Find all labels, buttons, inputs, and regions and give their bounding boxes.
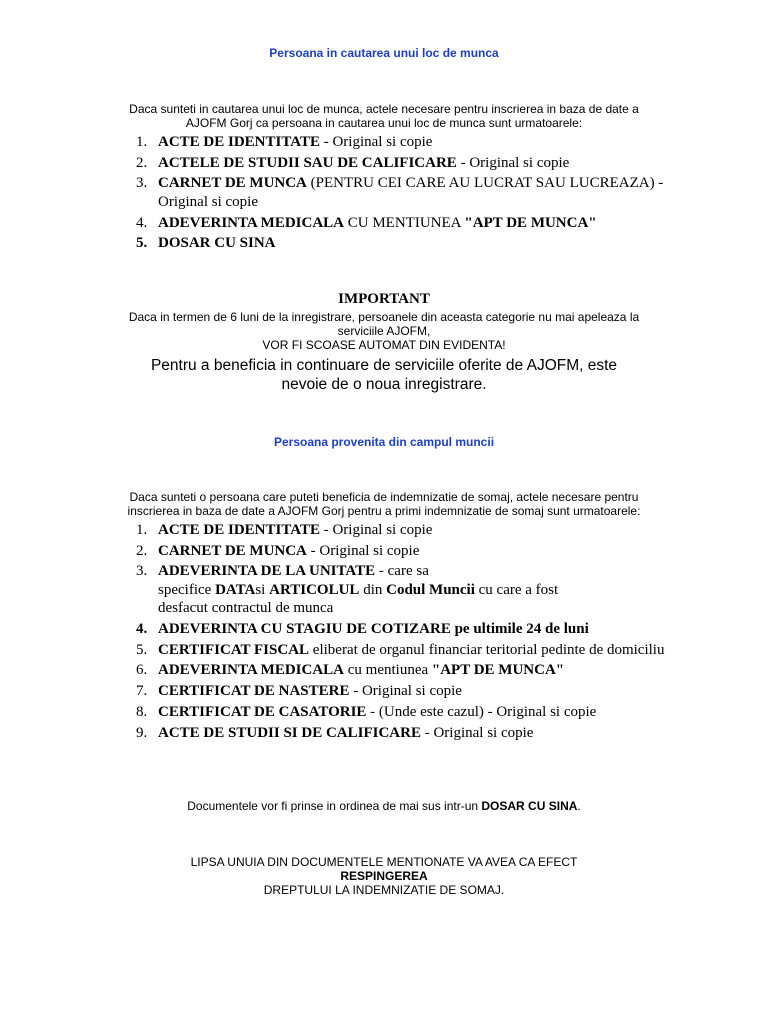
important-heading: IMPORTANT: [338, 291, 430, 307]
list-item: [110, 703, 670, 722]
important-line3: VOR FI SCOASE AUTOMAT DIN EVIDENTA!: [262, 338, 506, 352]
item-title: ACTE DE STUDII SI DE CALIFICARE: [158, 724, 421, 741]
item-detail: - Original si copie: [349, 683, 462, 700]
item-title: CARNET DE MUNCA: [158, 542, 307, 559]
item-title: CERTIFICAT DE NASTERE: [158, 683, 350, 700]
item-detail: - Original si copie: [306, 542, 420, 559]
list-item: [110, 661, 670, 680]
item-title: ADEVERINTA CU STAGIU DE COTIZARE: [158, 621, 451, 638]
item-number: 5.: [136, 235, 148, 252]
section2-intro-line1: Daca sunteti o persoana care puteti beneficia de indemnizatie de somaj, actele necesare pentru: [129, 490, 639, 504]
rejection-warning-line2: RESPINGEREA: [340, 869, 428, 883]
item-number: 4.: [136, 214, 148, 231]
section1-intro-line1: Daca sunteti in cautarea unui loc de munca, actele necesare pentru inscrierea in baza de date a: [129, 102, 639, 116]
rejection-warning-line1: LIPSA UNUIA DIN DOCUMENTELE MENTIONATE VA AVEA CA EFECT: [190, 855, 578, 869]
item-title: ACTE DE IDENTITATE: [158, 522, 320, 538]
reregistration-line1: Pentru a beneficia in continuare de serviciile oferite de AJOFM, este: [150, 357, 618, 374]
item-title-suffix: "APT DE MUNCA": [464, 214, 597, 231]
item-detail: - (Unde este cazul) - Original si copie: [366, 703, 597, 720]
item-number: 8.: [136, 703, 148, 720]
reregistration-line2: nevoie de o noua inregistrare.: [281, 376, 487, 393]
item-detail: - Original si copie: [420, 724, 534, 741]
item-detail-codul-muncii: Codul Muncii: [386, 581, 475, 598]
important-line2: serviciile AJOFM,: [337, 324, 431, 338]
item-detail: eliberat de organul financiar teritorial pedinte de domiciliu: [309, 641, 665, 658]
item-detail: CU MENTIUNEA: [344, 214, 465, 231]
section1-intro-line2: AJOFM Gorj ca persoana in cautarea unui loc de munca sunt urmatoarele:: [185, 116, 583, 130]
item-detail-cu-care: cu care a fost: [474, 581, 559, 598]
item-number: 7.: [136, 683, 148, 700]
item-title: DOSAR CU SINA: [158, 235, 276, 252]
list-item: [110, 724, 670, 743]
item-detail: - Original si copie: [319, 522, 433, 538]
item-title: CARNET DE MUNCA: [158, 175, 307, 192]
item-detail: - Original si copie: [319, 134, 433, 150]
section2-intro-line2: inscrierea in baza de date a AJOFM Gorj pentru a primi indemnizatie de somaj sunt urmatoarele:: [127, 504, 641, 518]
item-detail-si: si: [255, 581, 270, 598]
item-detail-desfacut: desfacut contractul de munca: [158, 600, 334, 617]
section1-intro: [0, 102, 768, 130]
item-number: 6.: [136, 662, 148, 679]
section2-intro: [0, 490, 768, 518]
item-number: 4.: [136, 621, 148, 638]
item-title: CERTIFICAT DE CASATORIE: [158, 703, 367, 720]
list-item: [110, 234, 670, 253]
list-item: [110, 133, 670, 152]
item-detail: pe ultimile 24 de luni: [450, 621, 589, 638]
item-title: ADEVERINTA MEDICALA: [158, 214, 344, 231]
item-title: ACTELE DE STUDII SAU DE CALIFICARE: [158, 154, 457, 171]
item-detail: - care sa: [375, 563, 429, 580]
dossier-note: [0, 799, 768, 813]
item-number: 3.: [136, 563, 148, 580]
item-title: ACTE DE IDENTITATE: [158, 134, 320, 150]
item-detail-articolul: ARTICOLUL: [269, 581, 360, 598]
item-title-suffix: "APT DE MUNCA": [431, 662, 565, 679]
list-item: [110, 620, 670, 639]
list-item: [110, 521, 670, 540]
section1-document-list: [110, 133, 670, 255]
list-item: [110, 214, 670, 233]
important-line1: Daca in termen de 6 luni de la inregistrare, persoanele din aceasta categorie nu mai apeleaza la: [128, 310, 640, 324]
list-item: [110, 641, 670, 660]
rejection-warning-line3: DREPTULUI LA INDEMNIZATIE DE SOMAJ.: [263, 883, 505, 897]
dossier-note-end: .: [577, 799, 581, 813]
important-text: [0, 310, 768, 352]
item-detail: cu mentiunea: [344, 662, 432, 679]
section2-title: Persoana provenita din campul muncii: [273, 435, 495, 449]
item-number: 2.: [136, 154, 148, 171]
dossier-note-text: Documentele vor fi prinse in ordinea de mai sus intr-un: [187, 799, 482, 813]
section1-title: Persoana in cautarea unui loc de munca: [269, 46, 499, 60]
section2-document-list: [110, 521, 670, 744]
item-number: 1.: [136, 522, 148, 538]
item-number: 5.: [136, 641, 148, 658]
item-detail-specifice: specifice: [158, 581, 216, 598]
item-title: CERTIFICAT FISCAL: [158, 641, 310, 658]
item-detail: - Original si copie: [456, 154, 570, 171]
item-title: ADEVERINTA MEDICALA: [158, 662, 344, 679]
dossier-note-bold: DOSAR CU SINA: [481, 799, 578, 813]
list-item: [110, 562, 670, 618]
item-detail: (PENTRU CEI CARE AU LUCRAT SAU LUCREAZA) - Original si copie: [158, 175, 664, 210]
item-detail-data: DATA: [215, 581, 256, 598]
item-number: 3.: [136, 175, 148, 192]
item-detail-din: din: [359, 581, 387, 598]
list-item: [110, 542, 670, 561]
list-item: [110, 682, 670, 701]
list-item: [110, 174, 670, 211]
rejection-warning: [0, 855, 768, 897]
item-number: 1.: [136, 134, 148, 150]
item-title: ADEVERINTA DE LA UNITATE: [158, 563, 376, 580]
item-number: 2.: [136, 542, 148, 559]
list-item: [110, 154, 670, 173]
reregistration-note: [0, 356, 768, 394]
item-number: 9.: [136, 724, 148, 741]
